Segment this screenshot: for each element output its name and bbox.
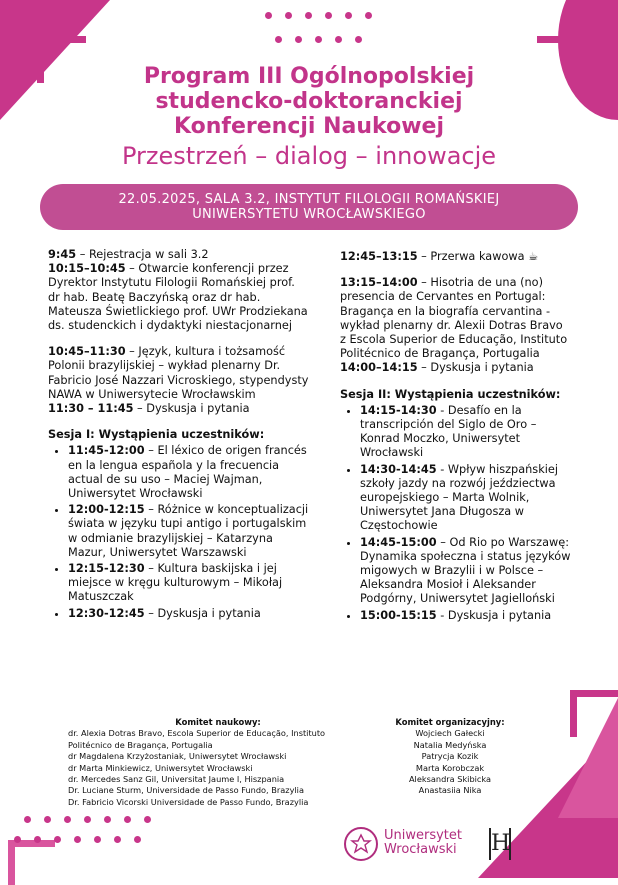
program-left-column [48,248,310,623]
decor-dot [355,36,362,43]
entry-text: – Język, kultura i tożsamość Polonii brazylijskiej – wykład plenarny Dr. Fabricio José Nazzari Vicroskiego, stypendysty NAWA w Uniwersytecie Wrocławskim [48,345,309,401]
decor-dot [84,816,91,823]
entry-text: – Rejestracja w sali 3.2 [76,248,209,261]
title-line-1: Program III Ogólnopolskiej [143,64,475,89]
committee-member: Anastasiia Nika [418,785,482,796]
decor-dot [124,816,131,823]
committee-heading: Komitet organizacyjny: [395,717,505,727]
entry-text: – Hisotria de una (no) presencia de Cervantes en Portugal: Bragança en la biografía cervantina - wykład plenarny dr. Alexii Dotras Bravo z Escola Superior de Educação, Instituto Politécnico de Bragança, Portugalia [340,276,568,361]
entry-time: 10:45–11:30 [48,345,126,359]
decor-dot [285,12,292,19]
list-item: • 11:45-12:00 – El léxico de origen francés en la lengua española y la frecuencia actual de su uso – Maciej Wajman, Uniwersytet Wrocławski [68,444,310,501]
entry-text: – Dyskusja i pytania [133,402,250,416]
entry-text: – Dyskusja i pytania [417,361,534,375]
page-subtitle: Przestrzeń – dialog – innowacje [121,142,497,170]
list-item: • 15:00-15:15 - Dyskusja i pytania [360,609,572,623]
committee-member: Natalia Medyńska [413,739,487,750]
committee-member: Politécnico de Bragança, Portugalia [68,739,213,750]
university-crest-icon [344,827,378,861]
university-logo-text [384,829,462,857]
session-heading: Sesja II: Wystąpienia uczestników: [340,387,561,401]
logo-line-2: Wrocławski [384,842,457,857]
decor-dot [134,836,141,843]
decor-dot [335,36,342,43]
entry-text: – Przerwa kawowa ☕ [417,250,539,263]
organizing-committee [390,717,510,797]
decor-dot [275,36,282,43]
decor-dot [114,836,121,843]
entry-time: 14:00–14:15 [340,361,418,375]
list-item: • 14:30-14:45 - Wpływ hiszpańskiej szkoły jazdy na rozwój jeździectwa europejskiego – Marta Wolnik, Uniwersytet Jana Długosza w Częstochowie [360,463,572,534]
decor-dot [24,816,31,823]
logo-line-1: Uniwersytet [384,828,462,843]
list-item: • 14:45-15:00 – Od Rio po Warszawę: Dynamika społeczna i status języków migowych w Brazylii i w Polsce – Aleksandra Mosioł i Aleksander Podgórny, Uniwersytet Jagielloński [360,536,572,607]
page-title [60,64,558,139]
committee-member: Dr. Luciane Sturm, Universidade de Passo Fundo, Brazylia [68,785,304,796]
list-item: • 12:30-12:45 – Dyskusja i pytania [68,607,310,621]
list-item: • 12:15-12:30 – Kultura baskijska i jej miejsce w kręgu kulturowym – Mikołaj Matuszczak [68,562,310,605]
entry-text: – Otwarcie konferencji przez Dyrektor Instytutu Filologii Romańskiej prof. dr hab. Beatę Baczyńską oraz dr hab. Mateusza Świetlickiego prof. UWr Prodziekana ds. studenckich i dydaktyki niestacjonarnej [48,262,308,333]
partner-logo-icon [489,828,511,860]
program-entry [48,262,310,333]
decor-dot [34,836,41,843]
session-heading: Sesja I: Wystąpienia uczestników: [48,428,265,442]
scientific-committee [68,717,368,808]
committee-member: Wojciech Gałecki [415,728,485,739]
entry-time: 10:15–10:45 [48,262,126,276]
committee-member: dr Magdalena Krzyżostaniak, Uniwersytet Wrocławski [68,751,287,762]
committee-member: dr. Mercedes Sanz Gil, Universitat Jaume I, Hiszpania [68,774,285,785]
entry-time: 12:45–13:15 [340,250,418,263]
program-entry [48,248,310,262]
decor-dot [325,12,332,19]
title-line-2: studencko-doktoranckiej [155,89,463,114]
program-entry [340,276,572,361]
decor-bracket-mid-right [570,690,618,737]
title-line-3: Konferencji Naukowej [173,114,444,139]
program-entry [340,361,572,375]
partner-logo-letter: H [491,831,511,856]
decor-bracket-bottom-left [8,840,55,885]
list-item: • 12:00-12:15 – Różnice w konceptualizacji świata w języku tupi antigo i portugalskim w odmianie brazylijskiej – Katarzyna Mazur, Uniwersytet Warszawski [68,503,310,560]
committee-member: Aleksandra Skibicka [408,774,492,785]
committee-member: dr. Alexia Dotras Bravo, Escola Superior de Educação, Instituto [68,728,326,739]
decor-dot [54,836,61,843]
decor-dot [144,816,151,823]
program-right-column [340,250,572,625]
committee-member: Marta Korobczak [415,762,485,773]
decor-dot [94,836,101,843]
committee-member: dr Marta Minkiewicz, Uniwersytet Wrocławski [68,762,253,773]
entry-time: 13:15–14:00 [340,276,418,290]
session-list [340,404,572,623]
entry-time: 11:30 – 11:45 [48,402,134,416]
decor-dot [64,816,71,823]
decor-dot [74,836,81,843]
decor-dot [315,36,322,43]
banner-line-2: UNIWERSYTETU WROCŁAWSKIEGO [192,207,426,222]
committee-heading: Komitet naukowy: [175,717,261,727]
program-entry [48,345,310,402]
decor-dot [365,12,372,19]
decor-dot [305,12,312,19]
banner-line-1: 22.05.2025, SALA 3.2, INSTYTUT FILOLOGII ROMAŃSKIEJ [118,192,500,207]
entry-time: 9:45 [48,248,77,261]
program-entry [340,250,572,264]
decor-dot [265,12,272,19]
decor-dot [44,816,51,823]
decor-dot [14,836,21,843]
session-list [48,444,310,620]
committee-member: Patrycja Kozik [421,751,479,762]
date-venue-banner [40,184,578,230]
decor-dot [104,816,111,823]
program-entry [48,402,310,416]
list-item: • 14:15-14:30 - Desafío en la transcripción del Siglo de Oro – Konrad Moczko, Uniwersytet Wrocławski [360,404,572,461]
decor-dot [295,36,302,43]
decor-dot [345,12,352,19]
committee-member: Dr. Fabricio Vicorski Universidade de Passo Fundo, Brazylia [68,796,309,807]
